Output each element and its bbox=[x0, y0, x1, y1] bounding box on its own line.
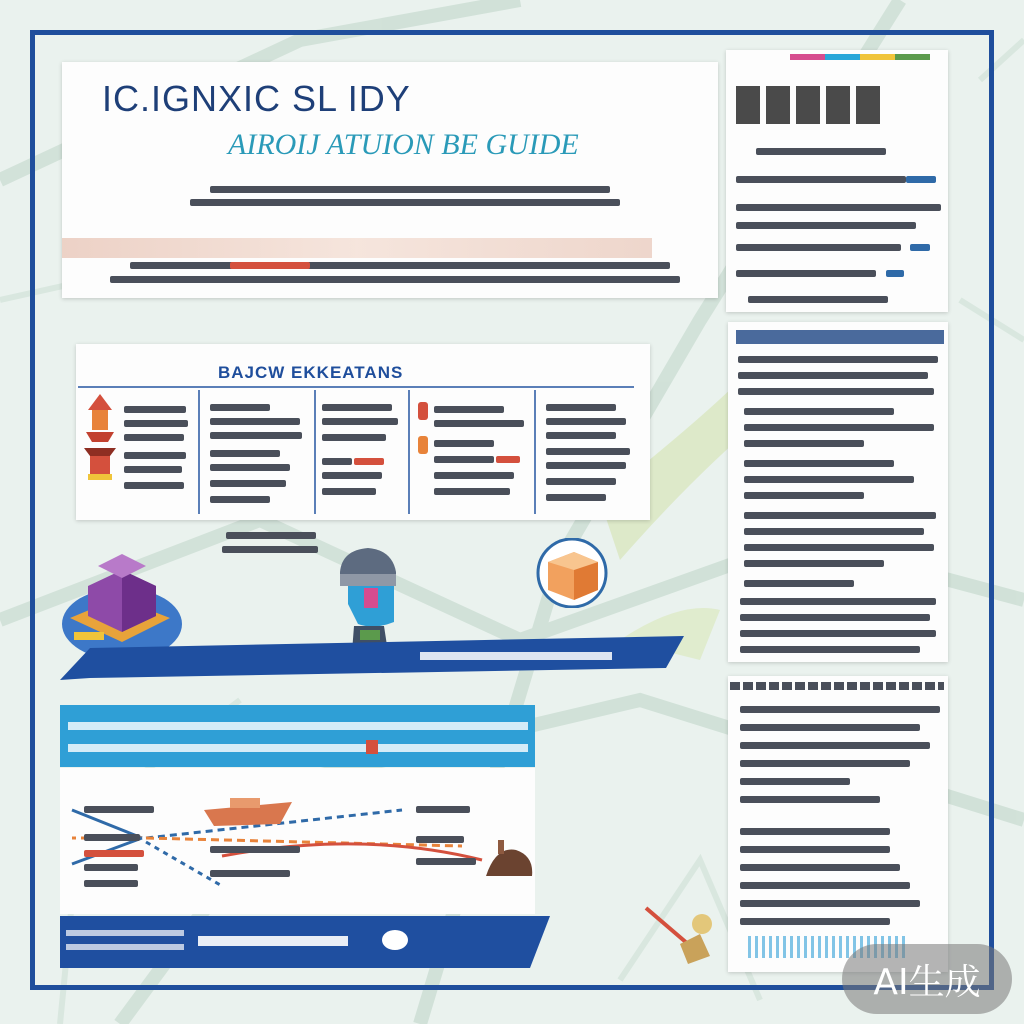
map-pin-icon bbox=[640, 904, 720, 984]
decorative-stripe bbox=[62, 238, 652, 258]
side-panel-bottom bbox=[728, 676, 948, 972]
column-divider bbox=[408, 390, 410, 514]
box-icon bbox=[534, 538, 610, 608]
color-strip bbox=[790, 54, 930, 60]
route-header-bar bbox=[60, 705, 535, 767]
page-subtitle: AIROIJ ATUION BE GUIDE bbox=[228, 128, 579, 161]
ai-generated-badge: AI生成 bbox=[842, 944, 1012, 1014]
side-bottom-header bbox=[730, 682, 944, 690]
pagoda-icon bbox=[82, 392, 118, 488]
column-divider bbox=[534, 390, 536, 514]
column-divider bbox=[198, 390, 200, 514]
card-rule bbox=[78, 386, 634, 388]
ship-icon bbox=[200, 796, 296, 830]
side-heading-glyphs bbox=[736, 86, 886, 124]
monument-icon bbox=[476, 836, 540, 888]
side-section-header bbox=[736, 330, 944, 344]
column-divider bbox=[314, 390, 316, 514]
card-heading: BAJCW EKKEATANS bbox=[218, 363, 404, 382]
page-title: IC.IGNXIC SL IDY bbox=[102, 78, 411, 119]
